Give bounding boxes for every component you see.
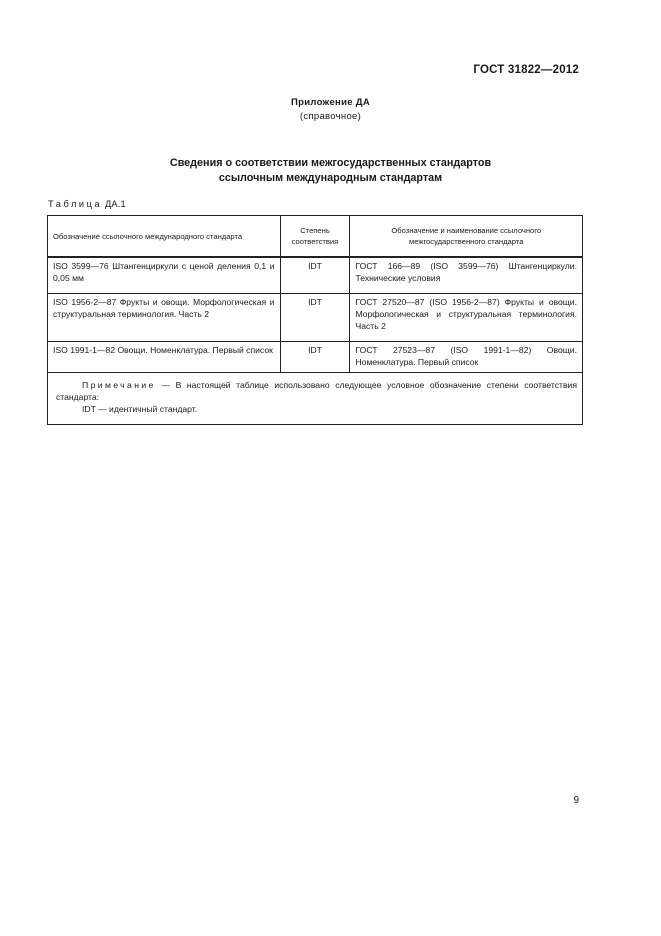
table-header-row [48,216,583,258]
appendix-subtitle: (справочное) [299,111,362,122]
header-international-standard: Обозначение ссылочного международного стандарта [48,216,281,258]
document-number: ГОСТ 31822—2012 [473,64,579,76]
note-label: Примечание [82,380,156,390]
cell-international-standard: ISO 3599—76 Штангенциркули с ценой деления 0,1 и 0,05 мм [48,257,281,294]
page-number: 9 [573,795,579,806]
cell-international-standard: ISO 1956-2—87 Фрукты и овощи. Морфологическая и структуральная терминология. Часть 2 [48,294,281,342]
note-idt-definition: IDT — идентичный стандарт. [82,403,198,414]
cell-international-standard: ISO 1991-1—82 Овощи. Номенклатура. Первый список [48,342,281,373]
cell-interstate-standard: ГОСТ 27523—87 (ISO 1991-1—82) Овощи. Номенклатура. Первый список [350,342,583,373]
cell-interstate-standard: ГОСТ 166—89 (ISO 3599—76) Штангенциркули. Технические условия [350,257,583,294]
cell-degree: IDT [280,257,350,294]
table-row [48,294,583,342]
page-title [0,156,661,186]
table-caption-id: ДА.1 [105,199,126,209]
cell-degree: IDT [280,342,350,373]
header-degree-of-conformity: Степень соответствия [280,216,350,258]
table-row [48,342,583,373]
cell-interstate-standard: ГОСТ 27520—87 (ISO 1956-2—87) Фрукты и овощи. Морфологическая и структуральная терминология. Часть 2 [350,294,583,342]
appendix-title: Приложение ДА [291,97,370,108]
page-title-line-1: Сведения о соответствии межгосударственных стандартов [169,157,492,169]
appendix-heading [0,96,661,124]
header-interstate-standard: Обозначение и наименование ссылочного межгосударственного стандарта [350,216,583,258]
note-text: — В настоящей таблице использовано следующее условное обозначение степени соответствия стандарта: [56,380,578,402]
correspondence-table [47,215,583,425]
page-title-line-2: ссылочным международным стандартам [218,172,443,184]
table-note-row [48,373,583,425]
table-row [48,257,583,294]
table-caption-word: Таблица [48,199,103,209]
table-note [48,373,583,425]
table-caption [48,199,126,209]
cell-degree: IDT [280,294,350,342]
